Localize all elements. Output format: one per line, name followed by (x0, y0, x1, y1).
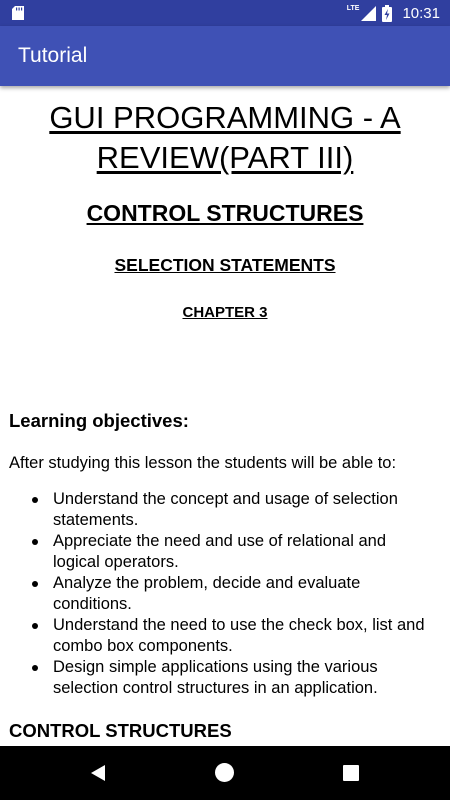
status-bar (0, 0, 450, 26)
bullet-icon (32, 497, 38, 503)
network-type-label: LTE (346, 4, 360, 12)
list-item (32, 531, 432, 573)
document-subtitle: CONTROL STRUCTURES (86, 200, 364, 226)
app-bar (0, 26, 450, 86)
next-section-heading: CONTROL STRUCTURES (9, 720, 232, 741)
document-title: GUI PROGRAMMING - A REVIEW(PART III) (49, 100, 401, 175)
list-item (32, 573, 432, 615)
bullet-icon (32, 581, 38, 587)
list-item (32, 615, 432, 657)
bullet-icon (32, 665, 38, 671)
section-title: SELECTION STATEMENTS (114, 255, 336, 275)
navigation-bar (0, 746, 450, 800)
home-icon[interactable] (215, 763, 234, 782)
bullet-icon (32, 539, 38, 545)
list-item-text: Understand the need to use the check box, list and combo box components. (53, 616, 425, 655)
list-item-text: Design simple applications using the various selection control structures in an application. (53, 658, 378, 697)
battery-charging-icon (382, 5, 392, 22)
list-item (32, 489, 432, 531)
list-item (32, 657, 432, 699)
signal-icon (361, 6, 376, 21)
recent-apps-icon[interactable] (343, 765, 359, 781)
list-item-text: Understand the concept and usage of selection statements. (53, 490, 398, 529)
bullet-icon (32, 623, 38, 629)
objectives-list (32, 489, 432, 699)
tutorial-content[interactable] (0, 86, 450, 746)
objectives-intro: After studying this lesson the students will be able to: (9, 454, 397, 472)
app-title: Tutorial (18, 44, 88, 67)
objectives-heading: Learning objectives: (9, 410, 189, 431)
chapter-label: CHAPTER 3 (182, 304, 268, 321)
back-icon[interactable] (89, 764, 107, 782)
clock: 10:31 (402, 4, 440, 22)
sd-card-icon (12, 6, 24, 20)
list-item-text: Analyze the problem, decide and evaluate conditions. (53, 574, 361, 613)
list-item-text: Appreciate the need and use of relational and logical operators. (53, 532, 386, 571)
